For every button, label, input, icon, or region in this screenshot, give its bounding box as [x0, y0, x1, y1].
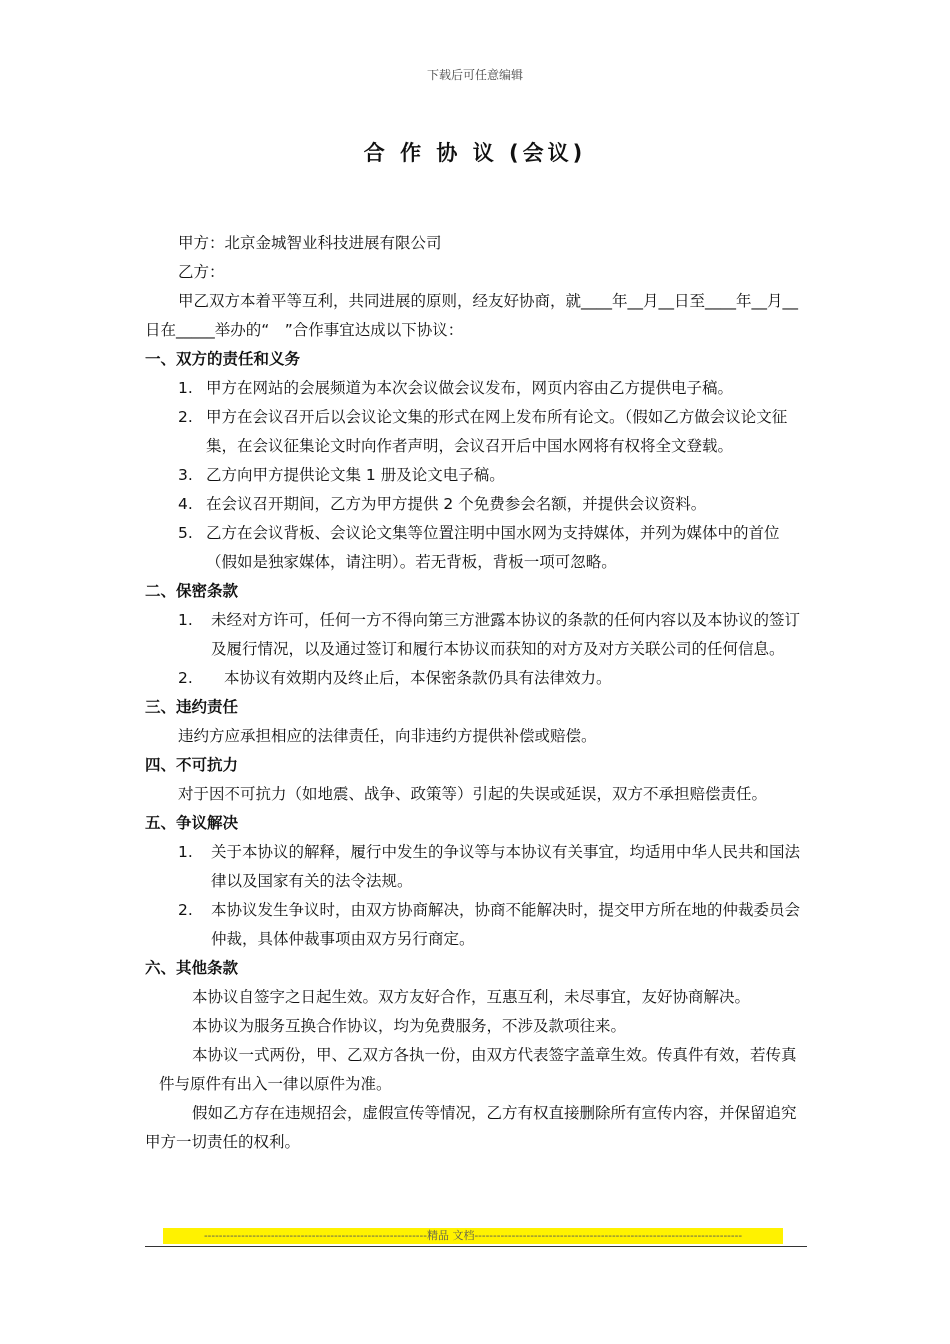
party-b-line: 乙方： [178, 263, 225, 281]
footer-divider [145, 1246, 807, 1247]
section-body: 违约方应承担相应的法律责任，向非违约方提供补偿或赔偿。 [178, 727, 597, 745]
list-number: 1. [178, 379, 193, 397]
list-number: 1. [178, 843, 193, 861]
other-terms-paragraph: 假如乙方存在违规招会，虚假宣传等情况，乙方有权直接删除所有宣传内容，并保留追究甲方一切责任的权利。 [145, 1104, 797, 1151]
list-item [145, 896, 808, 954]
list-number: 2. [178, 669, 193, 687]
list-number: 3. [178, 466, 193, 484]
list-item [145, 664, 808, 693]
list-item-text: 在会议召开期间，乙方为甲方提供 2 个免费参会名额，并提供会议资料。 [206, 495, 707, 513]
list-item [145, 403, 808, 461]
list-item [145, 519, 808, 577]
section-list [145, 606, 808, 693]
list-item-text: 本协议发生争议时，由双方协商解决，协商不能解决时，提交甲方所在地的仲裁委员会仲裁，具体仲裁事项由双方另行商定。 [211, 901, 801, 948]
section-heading: 四、不可抗力 [145, 756, 239, 774]
section-heading: 六、其他条款 [145, 959, 239, 977]
list-item-text: 乙方在会议背板、会议论文集等位置注明中国水网为支持媒体，并列为媒体中的首位（假如是独家媒体，请注明）。若无背板，背板一项可忽略。 [206, 524, 780, 571]
section-list [145, 838, 808, 954]
other-terms-paragraph: 本协议一式两份，甲、乙双方各执一份，由双方代表签字盖章生效。传真件有效，若传真件与原件有出入一律以原件为准。 [159, 1046, 797, 1093]
list-number: 1. [178, 611, 193, 629]
section-heading: 五、争议解决 [145, 814, 239, 832]
list-item [145, 606, 808, 664]
list-item-text: 关于本协议的解释，履行中发生的争议等与本协议有关事宜，均适用中华人民共和国法律以及国家有关的法令法规。 [211, 843, 801, 890]
section-heading: 三、违约责任 [145, 698, 239, 716]
list-item-text: 乙方向甲方提供论文集 1 册及论文电子稿。 [206, 466, 505, 484]
list-item-text: 甲方在会议召开后以会议论文集的形式在网上发布所有论文。（假如乙方做会议论文征集，在会议征集论文时向作者声明，会议召开后中国水网将有权将全文登载。 [206, 408, 788, 455]
other-terms-paragraph: 本协议自签字之日起生效。双方友好合作，互惠互利，未尽事宜，友好协商解决。 [192, 988, 751, 1006]
header-note: 下载后可任意编辑 [426, 68, 523, 82]
list-item-text: 未经对方许可，任何一方不得向第三方泄露本协议的条款的任何内容以及本协议的签订及履行情况，以及通过签订和履行本协议而获知的对方及对方关联公司的任何信息。 [211, 611, 801, 658]
list-item [145, 374, 808, 403]
section-body: 对于因不可抗力（如地震、战争、政策等）引起的失误或延误，双方不承担赔偿责任。 [178, 785, 768, 803]
intro-paragraph: 甲乙双方本着平等互利，共同进展的原则，经友好协商，就____年__月__日至____年__月__日在_____举办的“ ”合作事宜达成以下协议： [145, 292, 799, 339]
list-number: 2. [178, 901, 193, 919]
list-number: 5. [178, 524, 193, 542]
list-item [145, 461, 808, 490]
section-heading: 一、双方的责任和义务 [145, 350, 301, 368]
list-number: 2. [178, 408, 193, 426]
document-body [145, 229, 808, 1157]
list-item [145, 838, 808, 896]
section-list [145, 374, 808, 577]
other-terms-paragraph: 本协议为服务互换合作协议，均为免费服务，不涉及款项往来。 [192, 1017, 627, 1035]
section-heading: 二、保密条款 [145, 582, 239, 600]
list-item-text: 本协议有效期内及终止后，本保密条款仍具有法律效力。 [224, 669, 612, 687]
list-number: 4. [178, 495, 193, 513]
list-item [145, 490, 808, 519]
party-a-line: 甲方：北京金城智业科技进展有限公司 [178, 234, 442, 252]
list-item-text: 甲方在网站的会展频道为本次会议做会议发布，网页内容由乙方提供电子稿。 [206, 379, 734, 397]
document-title: 合 作 协 议 (会议) [363, 141, 587, 165]
footer-banner: ------------------------------------------------------------精品 文档------------------------------------------------------------------------ [163, 1228, 783, 1244]
